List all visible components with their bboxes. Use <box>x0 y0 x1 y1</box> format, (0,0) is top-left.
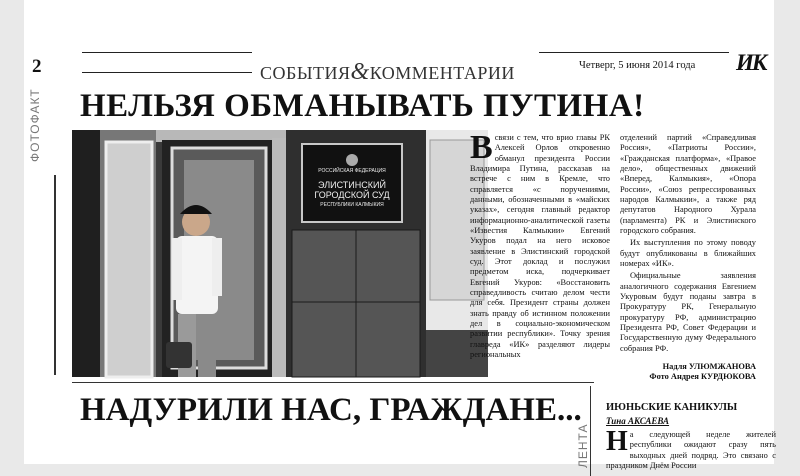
article-col1-text: связи с тем, что врио главы РК Алексей Орлов откровенно обманул президента России Владимира Путина, рассказав на встрече с ним в Кремле, что справляется «с поручениями, данными, обозначенными в «майских указах», сегодня главный редактор информационно-аналитической газеты «Известия Калмыкии» Евгений Укуров подал на него исковое заявление в Элистинский городской суд. Этот доклад и послужил предметом иска, подчеркивает Евгений Укуров: «Восстановить справедливость считаю делом чести для себя. Президент страны должен знать правду об истинном положении дел в социально-экономическом развитии республики». Точку зрения главреда «ИК» разделяют лидеры региональных <box>470 133 610 359</box>
article-column-2 <box>620 133 756 383</box>
photo-credit: Фото Андрея КУРДЮКОВА <box>649 372 756 382</box>
article-col2-para1: отделений партий «Справедливая Россия», «Патриоты России», «Гражданская платформа», «Правое дело», общественных движений «Вперед, Калмыкия», «Опора России», «Союз репрессированных народов Калмыкии», а также ряд депутатов Народного Хурала (парламента) РК и Элистинского городского собрания. <box>620 133 756 235</box>
side-body-text: а следующей неделе жителей республики ожидают сразу пять выходных дней подряд. Это связано с праздником Днём России <box>606 430 776 470</box>
sign-line-4: РЕСПУБЛИКИ КАЛМЫКИЯ <box>320 202 384 208</box>
header-rule-left-bottom <box>82 72 252 73</box>
second-headline: НАДУРИЛИ НАС, ГРАЖДАНЕ... <box>80 392 582 428</box>
side-article-author: Тина АКСАЕВА <box>606 416 670 426</box>
court-entrance-photo <box>72 130 488 377</box>
section-word-events: СОБЫТИЯ <box>260 63 351 83</box>
section-title <box>260 59 515 86</box>
page-header <box>24 48 774 85</box>
side-article-body <box>606 426 776 470</box>
article-photo <box>72 130 488 377</box>
section-word-comments: КОММЕНТАРИИ <box>369 63 515 83</box>
court-sign <box>302 144 402 222</box>
article-col2-para2: Их выступления по этому поводу будут опубликованы в ближайших номерах «ИК». <box>620 238 756 268</box>
article-column-1 <box>470 129 610 383</box>
article-author: Надля УЛЮМЖАНОВА <box>662 361 756 371</box>
sign-line-1: РОССИЙСКАЯ ФЕДЕРАЦИЯ <box>318 168 386 174</box>
side-dropcap: Н <box>606 426 628 457</box>
side-rubric-bar <box>590 386 591 476</box>
side-article-title: ИЮНЬСКИЕ КАНИКУЛЫ <box>606 402 738 413</box>
header-rule-left-top <box>82 52 252 53</box>
sign-line-2: ЭЛИСТИНСКИЙ <box>318 180 386 190</box>
page-number: 2 <box>32 56 42 77</box>
newspaper-page <box>24 0 776 470</box>
article-col2-para3: Официальные заявления аналогичного содержания Евгением Укуровым будут поданы завтра в Прокуратуру РК, Генеральную прокуратуру РФ, администрацию Президента РФ, Совет Федерации и Государственную думу Федерального собрания РФ. <box>620 271 756 353</box>
section-ampersand: & <box>350 59 370 85</box>
rubric-label: ФОТОФАКТ <box>28 88 42 162</box>
issue-date: Четверг, 5 июня 2014 года <box>579 60 696 71</box>
article-dropcap: В <box>470 129 493 166</box>
rubric-bar <box>54 175 56 375</box>
sign-line-3: ГОРОДСКОЙ СУД <box>314 190 390 200</box>
article-headline: НЕЛЬЗЯ ОБМАНЫВАТЬ ПУТИНА! <box>80 88 645 124</box>
section-divider <box>72 382 594 383</box>
header-rule-right <box>539 52 729 53</box>
newspaper-logo: ИК <box>736 50 766 75</box>
side-rubric-label: ЛЕНТА <box>576 423 590 468</box>
